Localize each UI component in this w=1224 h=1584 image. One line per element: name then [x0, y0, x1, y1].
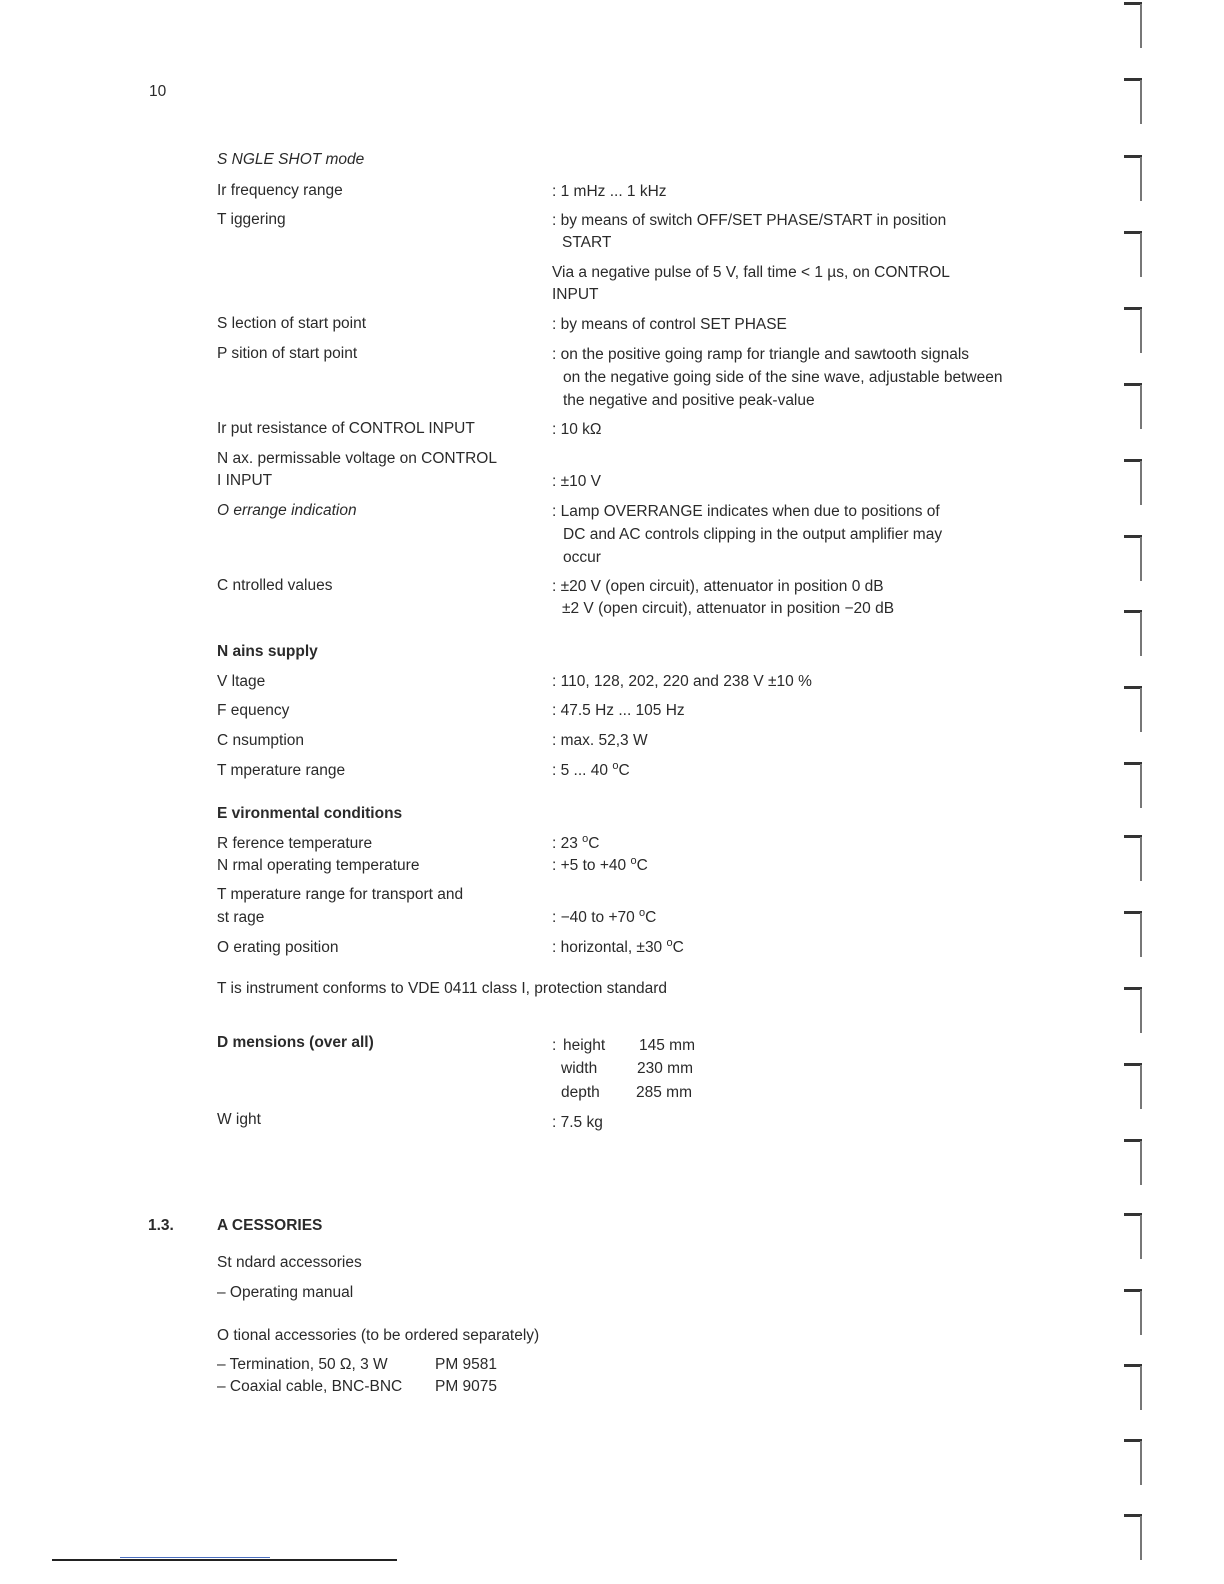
spec-label: Ir put resistance of CONTROL INPUT	[217, 420, 475, 437]
dimension-name: depth	[561, 1084, 600, 1101]
spec-label: N rmal operating temperature	[217, 857, 420, 874]
binder-ring-mark	[1124, 1364, 1144, 1414]
spec-value: : Lamp OVERRANGE indicates when due to positions of	[552, 503, 940, 520]
binder-ring-mark	[1124, 1139, 1144, 1189]
section-number: 1.3.	[148, 1217, 174, 1234]
spec-label: C ntrolled values	[217, 577, 333, 594]
spec-label: T iggering	[217, 211, 286, 228]
binder-ring-mark	[1124, 1213, 1144, 1263]
binder-ring-mark	[1124, 231, 1144, 281]
spec-value: : ±20 V (open circuit), attenuator in position 0 dB	[552, 578, 884, 595]
dimensions-heading: D mensions (over all)	[217, 1034, 374, 1051]
binder-ring-mark	[1124, 1514, 1144, 1564]
optional-accessories-heading: O tional accessories (to be ordered separately)	[217, 1327, 540, 1344]
binder-ring-mark	[1124, 686, 1144, 736]
spec-value: : horizontal, ±30 $^o$C	[552, 937, 684, 956]
binder-ring-mark	[1124, 307, 1144, 357]
spec-label: T mperature range for transport and	[217, 886, 464, 903]
spec-value: Via a negative pulse of 5 V, fall time < 1 µs, on CONTROL	[552, 264, 950, 281]
spec-label: C nsumption	[217, 732, 305, 749]
binder-ring-mark	[1124, 535, 1144, 585]
spec-value: : 23 $^o$C	[552, 833, 600, 852]
single-shot-heading: S NGLE SHOT mode	[217, 151, 365, 168]
weight-label: W ight	[217, 1111, 261, 1128]
weight-value: : 7.5 kg	[552, 1114, 603, 1131]
accessories-heading: A CESSORIES	[217, 1217, 323, 1234]
conformity-statement: T is instrument conforms to VDE 0411 class I, protection standard	[217, 980, 667, 997]
dimension-value: 230 mm	[637, 1060, 693, 1077]
spec-label: R ference temperature	[217, 835, 373, 852]
spec-value: DC and AC controls clipping in the output amplifier may	[563, 526, 943, 543]
part-number: PM 9075	[435, 1378, 498, 1395]
dimension-name: height	[563, 1037, 606, 1054]
list-item: – Operating manual	[217, 1284, 354, 1301]
spec-label: st rage	[217, 909, 265, 926]
spec-value: : +5 to +40 $^o$C	[552, 855, 648, 874]
spec-label: T mperature range	[217, 762, 346, 779]
binder-ring-mark	[1124, 835, 1144, 885]
list-item: – Coaxial cable, BNC-BNC	[217, 1378, 403, 1395]
mains-heading: N ains supply	[217, 643, 318, 660]
dimension-name: width	[561, 1060, 598, 1077]
spec-value: : 47.5 Hz ... 105 Hz	[552, 702, 685, 719]
spec-label: F equency	[217, 702, 290, 719]
spec-label: O erating position	[217, 939, 339, 956]
standard-accessories-heading: St ndard accessories	[217, 1254, 362, 1271]
spec-value: : on the positive going ramp for triangle and sawtooth signals	[552, 346, 970, 363]
spec-value: : 110, 128, 202, 220 and 238 V ±10 %	[552, 673, 812, 690]
scan-edge-line	[120, 1557, 270, 1558]
spec-value: ±2 V (open circuit), attenuator in position −20 dB	[562, 600, 895, 617]
page-number: 10	[149, 83, 167, 100]
spec-value: : by means of control SET PHASE	[552, 316, 787, 333]
spec-value: : ±10 V	[552, 473, 602, 490]
binder-ring-mark	[1124, 383, 1144, 433]
dimension-value: 285 mm	[636, 1084, 692, 1101]
binder-ring-mark	[1124, 987, 1144, 1037]
binder-ring-mark	[1124, 1063, 1144, 1113]
binder-ring-mark	[1124, 610, 1144, 660]
environment-heading: E vironmental conditions	[217, 805, 403, 822]
spec-value: : 5 ... 40 $^o$C	[552, 760, 630, 779]
spec-value: : −40 to +70 $^o$C	[552, 907, 657, 926]
spec-value: : by means of switch OFF/SET PHASE/START in position	[552, 212, 947, 229]
binder-ring-mark	[1124, 155, 1144, 205]
binder-ring-mark	[1124, 911, 1144, 961]
spec-value: on the negative going side of the sine wave, adjustable between	[563, 369, 1003, 386]
spec-value: occur	[563, 549, 601, 566]
spec-label: V ltage	[217, 673, 266, 690]
binder-ring-mark	[1124, 459, 1144, 509]
list-item: – Termination, 50 Ω, 3 W	[217, 1356, 388, 1373]
spec-value: : 1 mHz ... 1 kHz	[552, 183, 667, 200]
part-number: PM 9581	[435, 1356, 498, 1373]
binder-ring-mark	[1124, 762, 1144, 812]
spec-value: : 10 kΩ	[552, 421, 602, 438]
binder-ring-mark	[1124, 1289, 1144, 1339]
binder-ring-mark	[1124, 2, 1144, 52]
binder-ring-mark	[1124, 78, 1144, 128]
spec-value: : max. 52,3 W	[552, 732, 648, 749]
scan-edge-line	[52, 1559, 397, 1561]
spec-label: S lection of start point	[217, 315, 367, 332]
spec-label: P sition of start point	[217, 345, 358, 362]
spec-value: the negative and positive peak-value	[563, 392, 815, 409]
spec-label: O errange indication	[217, 502, 357, 519]
dimensions-colon: :	[552, 1037, 557, 1054]
spec-label: N ax. permissable voltage on CONTROL	[217, 450, 497, 467]
dimension-value: 145 mm	[639, 1037, 695, 1054]
binder-ring-mark	[1124, 1439, 1144, 1489]
spec-label: Ir frequency range	[217, 182, 343, 199]
spec-value: START	[562, 234, 612, 251]
spec-label: I INPUT	[217, 472, 273, 489]
spec-value: INPUT	[552, 286, 599, 303]
